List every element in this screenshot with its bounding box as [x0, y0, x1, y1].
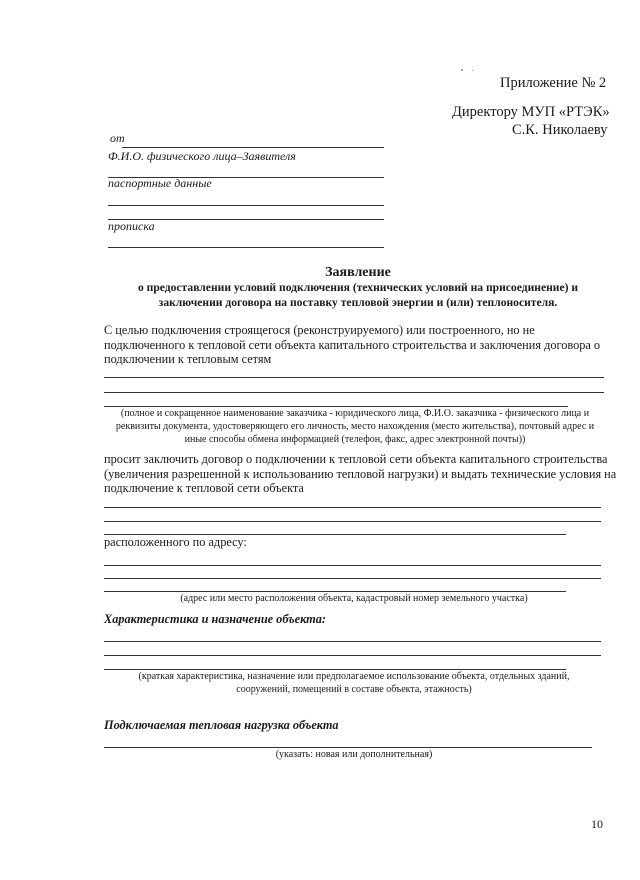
passport-label: паспортные данные: [108, 176, 212, 190]
address-label: расположенного по адресу:: [104, 535, 247, 549]
scan-speck: [461, 69, 463, 71]
document-subtitle-line2: заключении договора на поставку тепловой энергии и (или) теплоносителя.: [158, 296, 558, 309]
address-line-2: [104, 578, 601, 579]
address-hint: (адрес или место расположения объекта, кадастровый номер земельного участка): [180, 593, 528, 604]
heat-load-heading: Подключаемая тепловая нагрузка объекта: [104, 718, 339, 732]
purpose-text-line2: подключенного к тепловой сети объекта капитального строительства и заключения договора о: [104, 338, 601, 352]
scan-speck: [472, 70, 473, 71]
purpose-text-line1: С целью подключения строящегося (реконструируемого) или построенного, но не: [104, 323, 535, 337]
from-line: [122, 147, 384, 148]
characteristics-hint-line2: сооружений, помещений в составе объекта, этажность): [236, 684, 472, 695]
passport-line-1: [108, 205, 384, 206]
object-line-2: [104, 521, 601, 522]
addressee-line1: Директору МУП «РТЭК»: [452, 104, 610, 120]
object-line-1: [104, 507, 601, 508]
purpose-text-line3: подключении к тепловым сетям: [104, 352, 272, 366]
addressee-line2: С.К. Николаеву: [512, 122, 608, 138]
characteristics-line-1: [104, 641, 601, 642]
request-text-line2: (увеличения разрешенной к использованию тепловой нагрузки) и выдать технические условия на: [104, 467, 617, 481]
document-subtitle-line1: о предоставлении условий подключения (технических условий на присоединение) и: [137, 281, 579, 294]
customer-hint-line1: (полное и сокращенное наименование заказчика - юридического лица, Ф.И.О. заказчика - физического лица и: [120, 408, 590, 419]
customer-line-1: [104, 377, 604, 378]
characteristics-hint-line1: (краткая характеристика, назначение или предполагаемое использование объекта, отдельных зданий,: [138, 671, 570, 682]
request-text-line1: просит заключить договор о подключении к тепловой сети объекта капитального строительства: [104, 452, 608, 466]
request-text-line3: подключение к тепловой сети объекта: [104, 481, 304, 495]
from-label: от: [110, 131, 125, 145]
characteristics-heading: Характеристика и назначение объекта:: [104, 612, 326, 626]
address-line-1: [104, 565, 601, 566]
document-title: Заявление: [325, 265, 391, 280]
customer-line-2: [104, 392, 604, 393]
characteristics-line-2: [104, 655, 601, 656]
fio-label: Ф.И.О. физического лица–Заявителя: [108, 149, 296, 163]
registration-label: прописка: [108, 219, 155, 233]
appendix-label: Приложение № 2: [500, 75, 607, 91]
heat-load-hint: (указать: новая или дополнительная): [275, 749, 433, 760]
page-number: 10: [591, 817, 603, 831]
registration-line: [108, 247, 384, 248]
customer-hint-line2: реквизиты документа, удостоверяющего его личность, место нахождения (место жительства), почтовый адрес и: [115, 421, 595, 432]
customer-hint-line3: иные способы обмена информацией (телефон, факс, адрес электронной почты)): [184, 434, 526, 445]
